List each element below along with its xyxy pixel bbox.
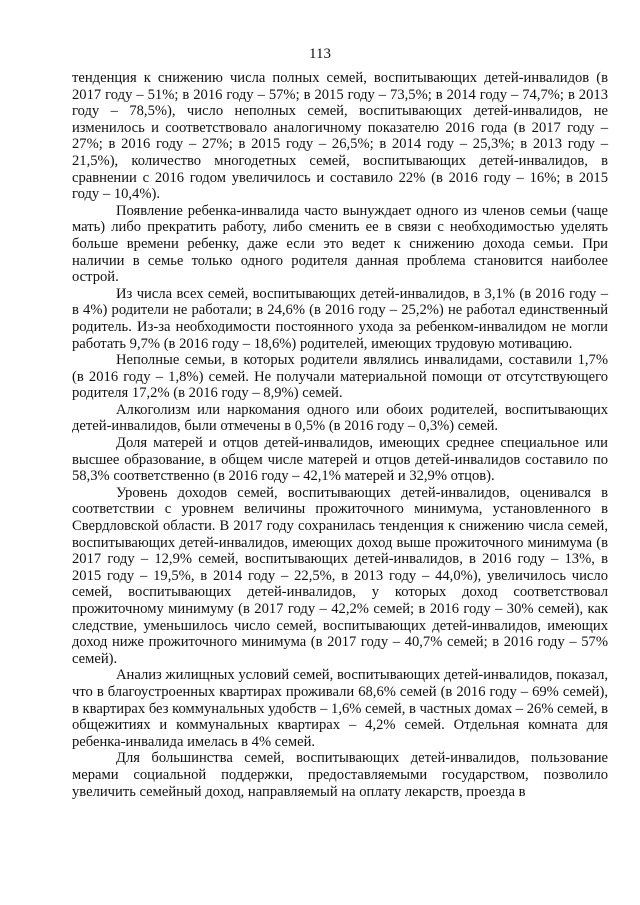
page-number: 113 [309,46,331,62]
paragraph: Неполные семьи, в которых родители являлись инвалидами, составили 1,7% (в 2016 году – 1,8%) семей. Не получали материальной помощи от отсутствующего родителя 17,2% (в 2016 году – 8,9%) семей. [72,352,608,402]
paragraph: Уровень доходов семей, воспитывающих детей-инвалидов, оценивался в соответствии с уровнем величины прожиточного минимума, установленного в Свердловской области. В 2017 году сохранилась тенденция к снижению числа семей, воспитывающих детей-инвалидов, имеющих доход выше прожиточного минимума (в 2017 году – 12,9% семей, воспитывающих детей-инвалидов, в 2016 году – 13%, в 2015 году – 19,5%, в 2014 году – 22,5%, в 2013 году – 44,0%), увеличилось число семей, воспитывающих детей-инвалидов, у которых доход соответствовал прожиточному минимуму (в 2017 году – 42,2% семей; в 2016 году – 30% семей), как следствие, уменьшилось число семей, воспитывающих детей-инвалидов, имеющих доход ниже прожиточного минимума (в 2017 году – 40,7% семей; в 2016 году – 57% семей). [72,484,608,667]
paragraph: Появление ребенка-инвалида часто вынуждает одного из членов семьи (чаще мать) либо прекратить работу, либо сменить ее в связи с необходимостью уделять больше времени ребенку, даже если это ведет к снижению дохода семьи. При наличии в семье только одного родителя данная проблема становится наиболее острой. [72,202,608,286]
paragraph-continuation: тенденция к снижению числа полных семей, воспитывающих детей-инвалидов (в 2017 году – 51%; в 2016 году – 57%; в 2015 году – 73,5%; в 2014 году – 74,7%; в 2013 году – 78,5%), число неполных семей, воспитывающих детей-инвалидов, не изменилось и соответствовало аналогичному показателю 2016 года (в 2017 году – 27%; в 2016 году – 27%; в 2015 году – 26,5%; в 2014 году – 25,3%; в 2013 году – 21,5%), количество многодетных семей, воспитывающих детей-инвалидов, в сравнении с 2016 годом увеличилось и составило 22% (в 2016 году – 16%; в 2015 году – 10,4%). [72,70,608,203]
paragraph: Доля матерей и отцов детей-инвалидов, имеющих среднее специальное или высшее образование, в общем числе матерей и отцов детей-инвалидов составило по 58,3% соответственно (в 2016 году – 42,1% матерей и 32,9% отцов). [72,435,608,485]
document-body [72,70,608,800]
paragraph: Для большинства семей, воспитывающих детей-инвалидов, пользование мерами социальной поддержки, предоставляемыми государством, позволило увеличить семейный доход, направляемый на оплату лекарств, проезда в [72,750,608,800]
paragraph: Анализ жилищных условий семей, воспитывающих детей-инвалидов, показал, что в благоустроенных квартирах проживали 68,6% семей (в 2016 году – 69% семей), в квартирах без коммунальных удобств – 1,6% семей, в частных домах – 26% семей, в общежитиях и коммунальных квартирах – 4,2% семей. Отдельная комната для ребенка-инвалида имелась в 4% семей. [72,667,608,750]
paragraph: Алкоголизм или наркомания одного или обоих родителей, воспитывающих детей-инвалидов, были отмечены в 0,5% (в 2016 году – 0,3%) семей. [72,401,608,435]
paragraph: Из числа всех семей, воспитывающих детей-инвалидов, в 3,1% (в 2016 году – в 4%) родители не работали; в 24,6% (в 2016 году – 25,2%) не работал единственный родитель. Из-за необходимости постоянного ухода за ребенком-инвалидом не могли работать 9,7% (в 2016 году – 18,6%) родителей, имеющих трудовую мотивацию. [72,285,608,352]
